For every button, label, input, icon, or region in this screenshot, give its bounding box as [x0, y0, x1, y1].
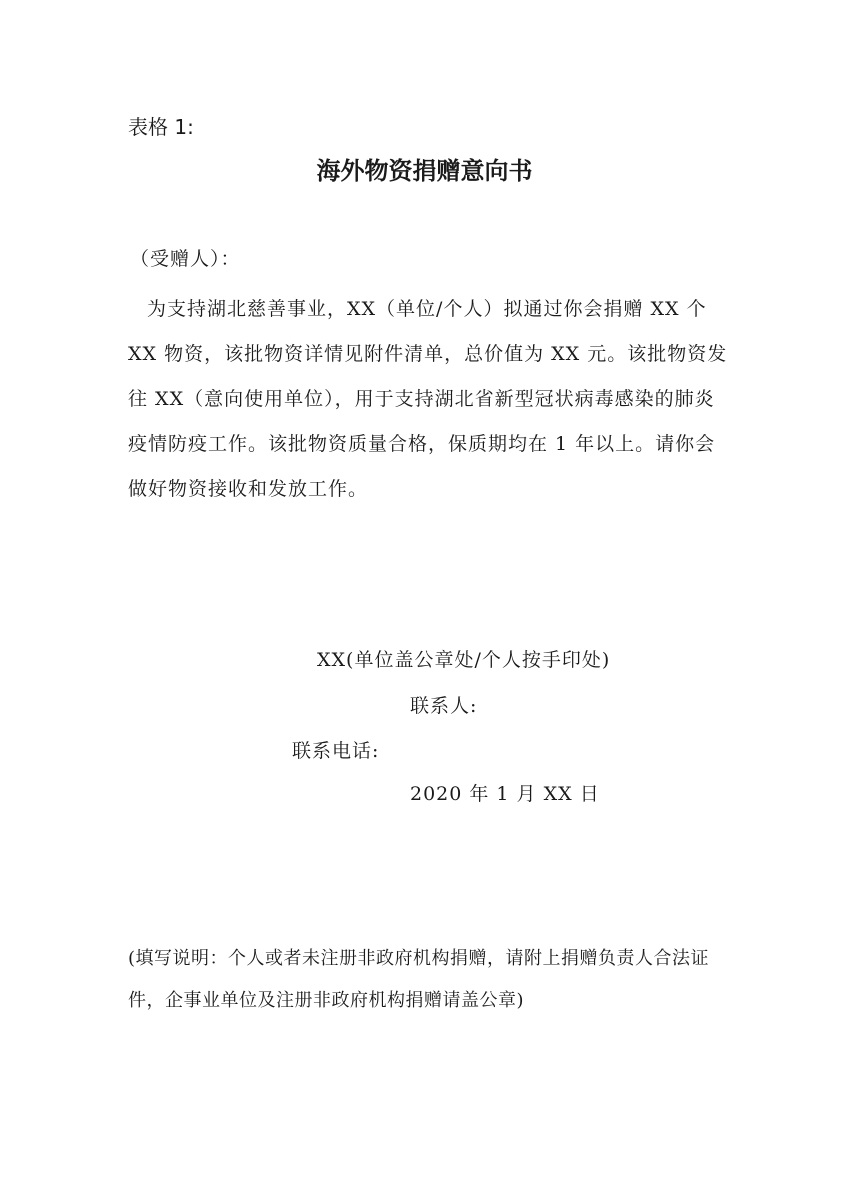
recipient-line: （受赠人）：	[130, 248, 241, 270]
filling-instructions-note: (填写说明：个人或者未注册非政府机构捐赠，请附上捐赠负责人合法证件，企事业单位及注册非政府机构捐赠请盖公章)	[128, 948, 710, 1011]
signature-date-line: 2020 年 1 月 XX 日	[410, 783, 600, 805]
signature-contact-line: 联系人:	[410, 695, 478, 717]
table-label: 表格 1:	[128, 115, 194, 139]
document-title: 海外物资捐赠意向书	[316, 157, 533, 185]
body-paragraph: 为支持湖北慈善事业，XX（单位/个人）拟通过你会捐赠 XX 个 XX 物资，该批物资详情见附件清单，总价值为 XX 元。该批物资发往 XX（意向使用单位），用于支持湖北省新型冠状病毒感染的肺炎疫情防疫工作。该批物资质量合格，保质期均在 1 年以上。请你会做好物资接收和发放工作。	[128, 298, 728, 500]
signature-seal-line: XX(单位盖公章处/个人按手印处)	[317, 649, 611, 671]
signature-phone-line: 联系电话:	[292, 740, 380, 762]
